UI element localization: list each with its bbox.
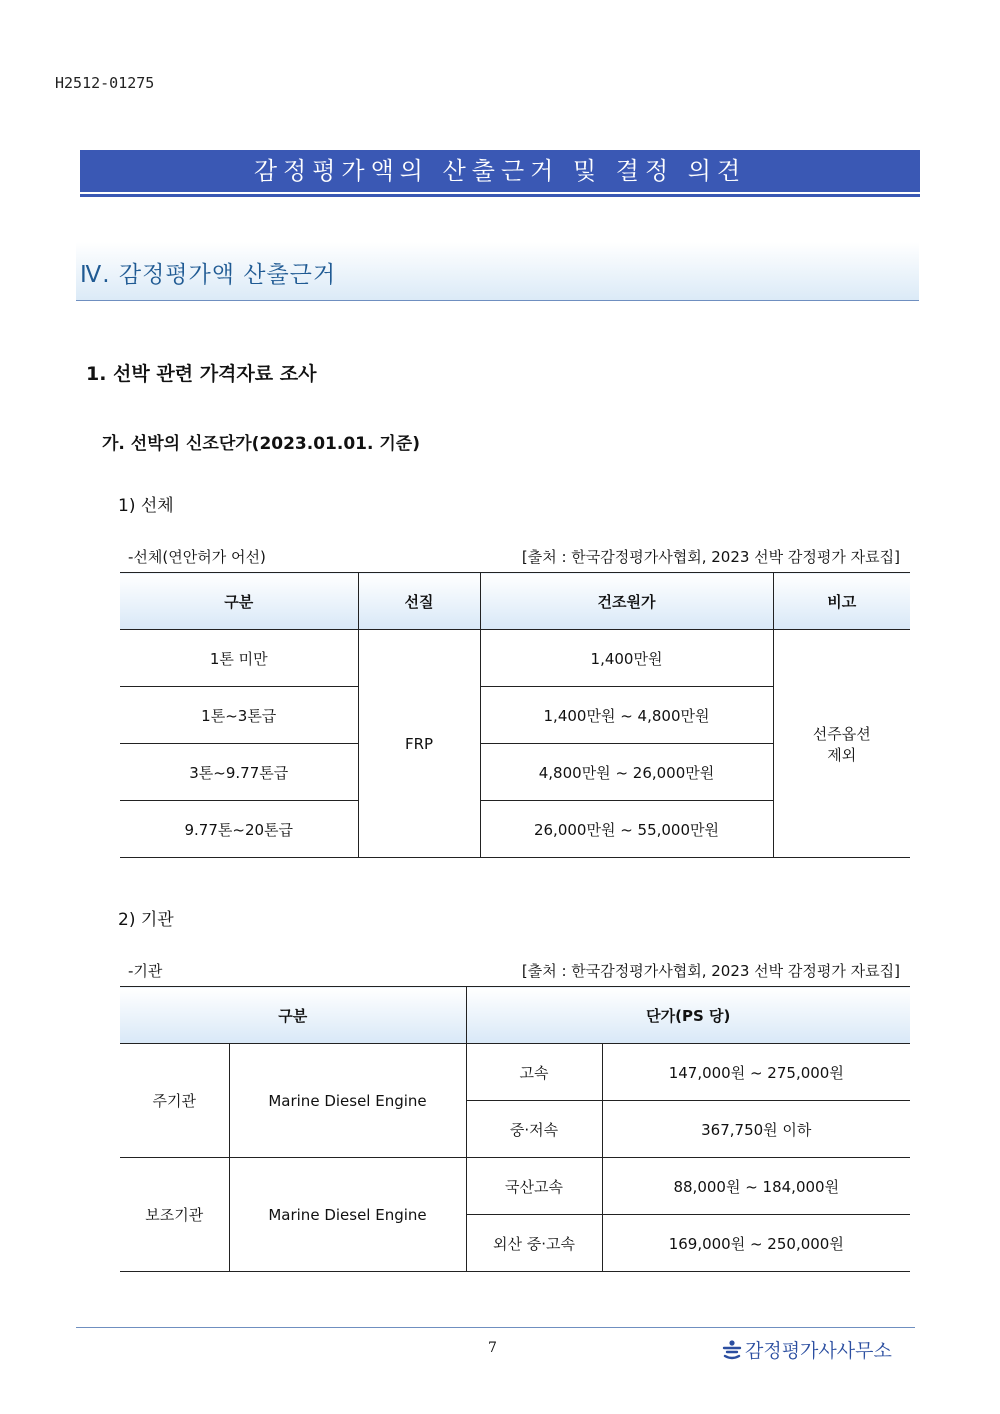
heading-new-build-unit-price: 가. 선박의 신조단가(2023.01.01. 기준) (102, 434, 420, 454)
document-id: H2512-01275 (55, 74, 155, 92)
tonnage-class-cell: 1톤~3톤급 (120, 687, 358, 744)
table-header-row (120, 573, 910, 630)
section-title: Ⅳ. 감정평가액 산출근거 (80, 262, 337, 288)
unit-price-cell: 147,000원 ~ 275,000원 (602, 1044, 910, 1101)
engine-type-cell: Marine Diesel Engine (229, 1158, 466, 1272)
banner-divider (80, 194, 920, 197)
footer-brand-name: 감정평가사사무소 (745, 1340, 892, 1362)
heading-hull: 1) 선체 (118, 496, 174, 516)
page-number: 7 (488, 1340, 497, 1356)
column-header: 구분 (120, 987, 466, 1044)
build-cost-cell: 1,400만원 ~ 4,800만원 (480, 687, 773, 744)
engine-type-cell: Marine Diesel Engine (229, 1044, 466, 1158)
unit-price-cell: 367,750원 이하 (602, 1101, 910, 1158)
engine-category-cell: 주기관 (120, 1044, 229, 1158)
hull-material-cell: FRP (358, 630, 480, 858)
heading-engine: 2) 기관 (118, 910, 174, 930)
build-cost-cell: 4,800만원 ~ 26,000만원 (480, 744, 773, 801)
column-header: 구분 (120, 573, 358, 630)
engine-category-cell: 보조기관 (120, 1158, 229, 1272)
heading-price-data-survey: 1. 선박 관련 가격자료 조사 (86, 363, 317, 385)
remarks-cell (773, 630, 910, 858)
hull-table-caption: -선체(연안허가 어선) (128, 548, 266, 566)
column-header: 비고 (773, 573, 910, 630)
column-header: 단가(PS 당) (466, 987, 910, 1044)
engine-table-source: [출처 : 한국감정평가사협회, 2023 선박 감정평가 자료집] (521, 962, 900, 980)
unit-price-cell: 88,000원 ~ 184,000원 (602, 1158, 910, 1215)
table-header-row (120, 987, 910, 1044)
column-header: 선질 (358, 573, 480, 630)
unit-price-cell: 169,000원 ~ 250,000원 (602, 1215, 910, 1272)
table-row (120, 1044, 910, 1101)
appraisal-office-logo-icon (722, 1339, 742, 1361)
tonnage-class-cell: 9.77톤~20톤급 (120, 801, 358, 858)
engine-speed-cell: 국산고속 (466, 1158, 602, 1215)
table-row (120, 630, 910, 687)
column-header: 건조원가 (480, 573, 773, 630)
tonnage-class-cell: 1톤 미만 (120, 630, 358, 687)
engine-speed-cell: 고속 (466, 1044, 602, 1101)
hull-table-source: [출처 : 한국감정평가사협회, 2023 선박 감정평가 자료집] (521, 548, 900, 566)
engine-speed-cell: 중·저속 (466, 1101, 602, 1158)
build-cost-cell: 1,400만원 (480, 630, 773, 687)
remarks-line: 선주옵션 (812, 724, 871, 743)
section-header (76, 242, 919, 301)
engine-speed-cell: 외산 중·고속 (466, 1215, 602, 1272)
remarks-line: 제외 (827, 745, 857, 764)
engine-table-caption: -기관 (128, 962, 163, 980)
engine-price-table (120, 986, 910, 1272)
page-banner-title: 감정평가액의 산출근거 및 결정 의견 (80, 150, 920, 192)
hull-price-table (120, 572, 910, 858)
footer-divider (76, 1327, 915, 1328)
build-cost-cell: 26,000만원 ~ 55,000만원 (480, 801, 773, 858)
tonnage-class-cell: 3톤~9.77톤급 (120, 744, 358, 801)
footer-brand (722, 1336, 892, 1363)
table-row (120, 1158, 910, 1215)
